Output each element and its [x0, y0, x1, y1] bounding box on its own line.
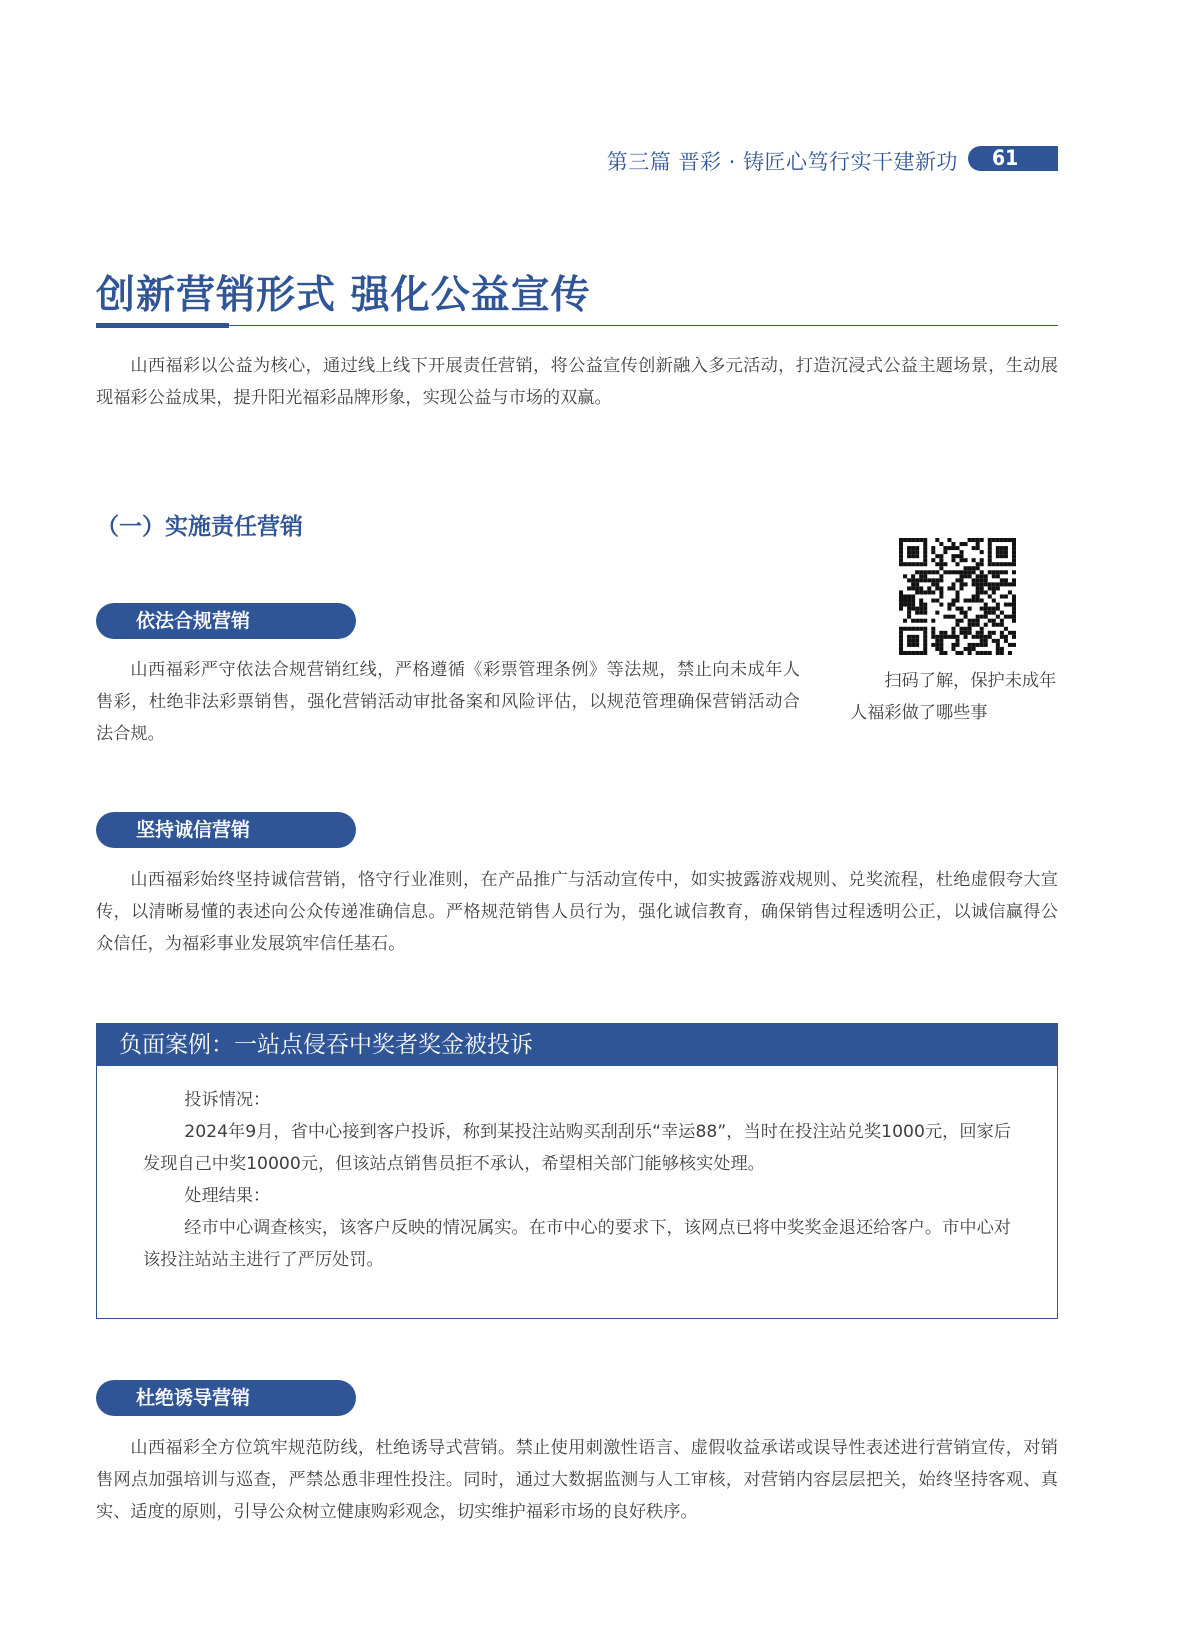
case-header	[97, 1024, 1057, 1066]
result-label: 处理结果：	[184, 1186, 271, 1206]
case-body	[143, 1084, 1011, 1276]
case-title: 负面案例：一站点侵吞中奖者奖金被投诉	[119, 1032, 533, 1058]
intro-paragraph: 山西福彩以公益为核心，通过线上线下开展责任营销，将公益宣传创新融入多元活动，打造沉浸式公益主题场景，生动展现福彩公益成果，提升阳光福彩品牌形象，实现公益与市场的双赢。	[96, 356, 1058, 408]
subsection-label-text: 坚持诚信营销	[136, 819, 251, 841]
subsection-label-integrity	[96, 812, 356, 848]
result-text: 经市中心调查核实，该客户反映的情况属实。在市中心的要求下，该网点已将中奖奖金退还给客户。市中心对该投注站站主进行了严厉处罚。	[143, 1218, 1011, 1270]
qr-caption: 扫码了解，保护未成年人福彩做了哪些事	[850, 671, 1057, 723]
negative-case-box	[96, 1023, 1058, 1319]
section-heading: （一）实施责任营销	[96, 514, 303, 540]
complaint-label: 投诉情况：	[184, 1090, 271, 1110]
subsection-paragraph-integrity: 山西福彩始终坚持诚信营销，恪守行业准则，在产品推广与活动宣传中，如实披露游戏规则、兑奖流程，杜绝虚假夸大宣传，以清晰易懂的表述向公众传递准确信息。严格规范销售人员行为，强化诚信教育，确保销售过程透明公正，以诚信赢得公众信任，为福彩事业发展筑牢信任基石。	[96, 870, 1058, 954]
page-number-tab	[968, 146, 1058, 171]
subsection-label-text: 依法合规营销	[136, 610, 251, 632]
qr-code-icon	[899, 538, 1016, 655]
complaint-text: 2024年9月，省中心接到客户投诉，称到某投注站购买刮刮乐“幸运88”，当时在投注站兑奖1000元，回家后发现自己中奖10000元，但该站点销售员拒不承认，希望相关部门能够核实处理。	[143, 1122, 1011, 1174]
page-number: 61	[992, 146, 1019, 170]
subsection-label-text: 杜绝诱导营销	[136, 1387, 251, 1409]
subsection-paragraph-compliance: 山西福彩严守依法合规营销红线，严格遵循《彩票管理条例》等法规，禁止向未成年人售彩，杜绝非法彩票销售，强化营销活动审批备案和风险评估，以规范管理确保营销活动合法合规。	[96, 660, 800, 744]
title-divider	[96, 325, 1058, 326]
page-title: 创新营销形式 强化公益宣传	[96, 273, 591, 318]
subsection-label-compliance	[96, 603, 356, 639]
subsection-label-no-inducement	[96, 1380, 356, 1416]
title-divider-accent	[96, 323, 229, 328]
subsection-paragraph-no-inducement: 山西福彩全方位筑牢规范防线，杜绝诱导式营销。禁止使用刺激性语言、虚假收益承诺或误导性表述进行营销宣传，对销售网点加强培训与巡查，严禁怂恿非理性投注。同时，通过大数据监测与人工审核，对营销内容层层把关，始终坚持客观、真实、适度的原则，引导公众树立健康购彩观念，切实维护福彩市场的良好秩序。	[96, 1438, 1058, 1522]
running-header-title: 第三篇 晋彩 · 铸匠心笃行实干建新功	[606, 150, 958, 174]
